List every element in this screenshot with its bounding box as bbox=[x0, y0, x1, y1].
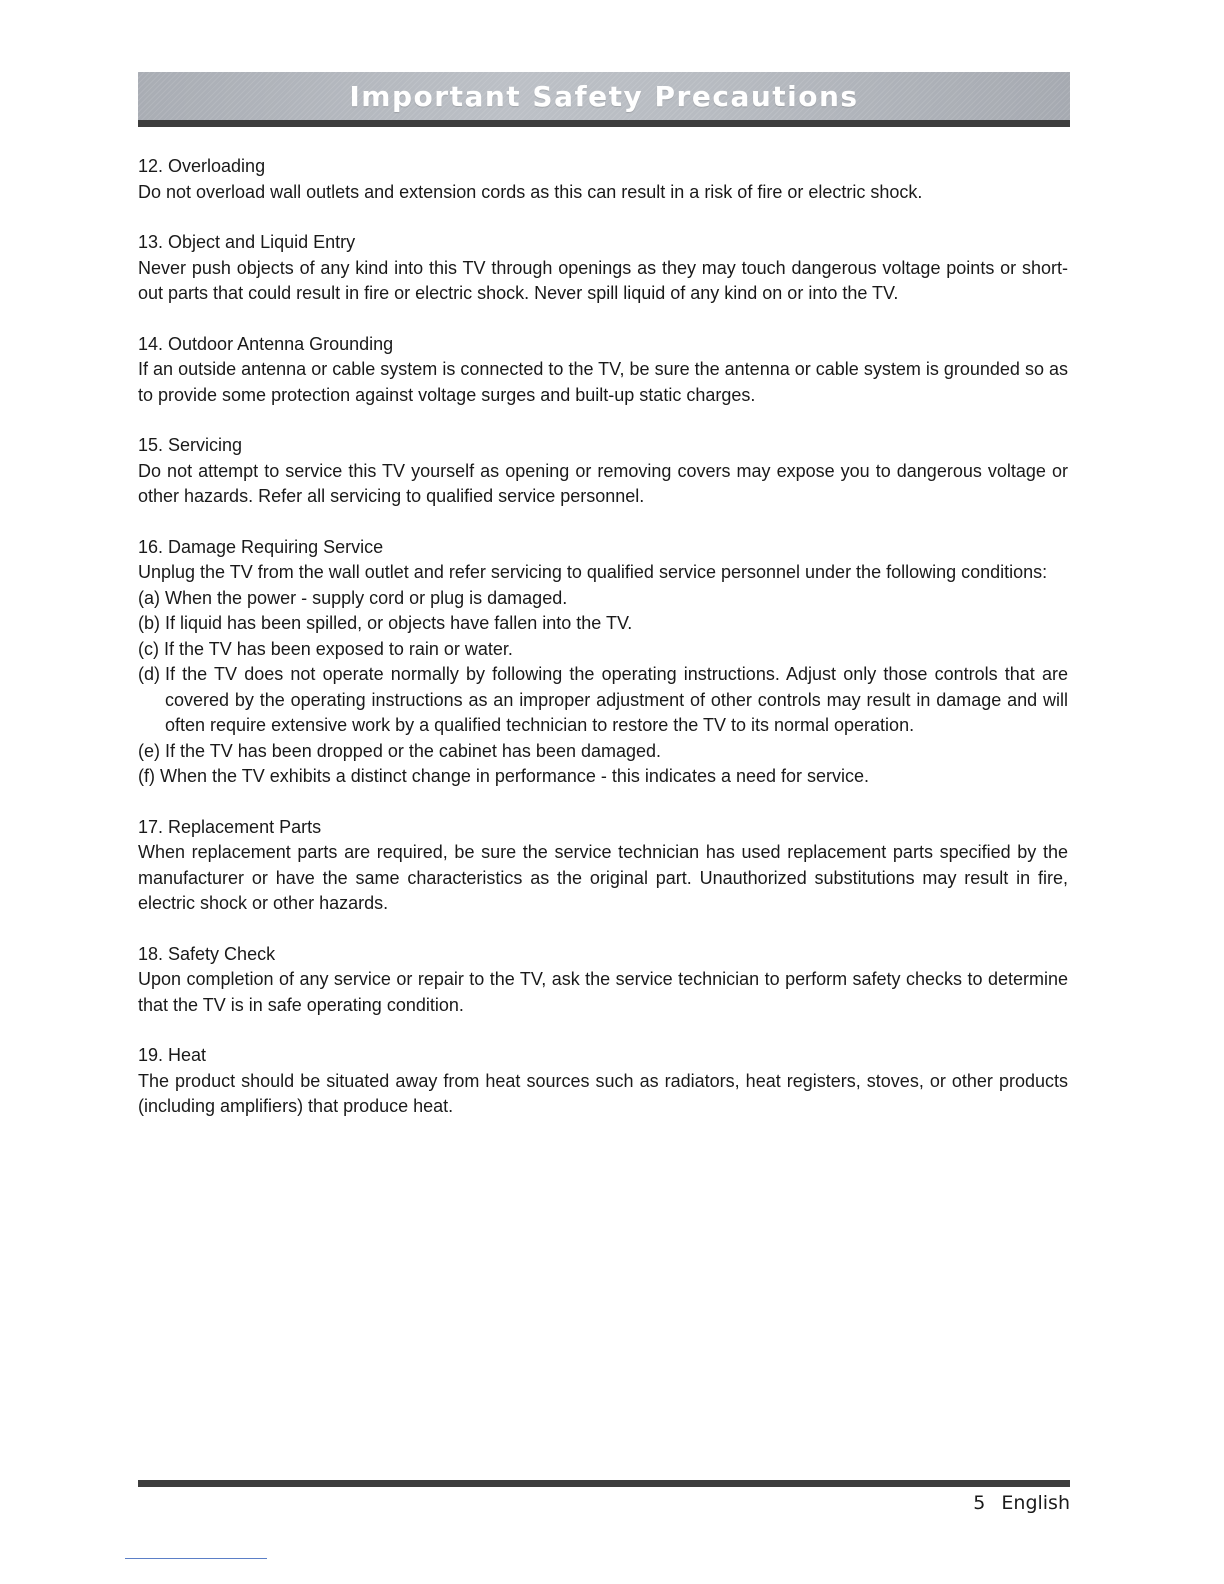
section-damage-requiring-service bbox=[138, 535, 1068, 790]
section-title: 14. Outdoor Antenna Grounding bbox=[138, 333, 394, 354]
section-body: Do not overload wall outlets and extension cords as this can result in a risk of fire or electric shock. bbox=[138, 181, 923, 202]
section-body: Do not attempt to service this TV yourself as opening or removing covers may expose you to dangerous voltage or other hazards. Refer all servicing to qualified service personnel. bbox=[138, 460, 1068, 506]
section-body: Never push objects of any kind into this TV through openings as they may touch dangerous voltage points or short-out parts that could result in fire or electric shock. Never spill liquid of any kind on or into the TV. bbox=[138, 257, 1068, 303]
section-body: When replacement parts are required, be sure the service technician has used replacement parts specified by the manufacturer or have the same characteristics as the original part. Unauthorized substitutions may result in fire, electric shock or other hazards. bbox=[138, 842, 1068, 913]
condition-text: If the TV has been dropped or the cabinet has been damaged. bbox=[165, 740, 662, 761]
document-body bbox=[138, 154, 1068, 1145]
section-title: 19. Heat bbox=[138, 1045, 207, 1065]
section-body: Upon completion of any service or repair to the TV, ask the service technician to perform safety checks to determine that the TV is in safe operating condition. bbox=[138, 969, 1068, 1015]
section-heat bbox=[138, 1043, 1068, 1120]
condition-item bbox=[138, 586, 1068, 612]
section-title: 18. Safety Check bbox=[138, 943, 276, 964]
header-divider bbox=[138, 120, 1070, 127]
condition-item bbox=[138, 739, 1068, 765]
section-antenna-grounding bbox=[138, 332, 1068, 409]
condition-text: If the TV has been exposed to rain or water. bbox=[164, 638, 513, 659]
section-title: 12. Overloading bbox=[138, 156, 266, 176]
condition-item bbox=[138, 637, 1068, 663]
condition-label: (e) bbox=[138, 740, 160, 761]
condition-text: When the TV exhibits a distinct change in performance - this indicates a need for service. bbox=[160, 766, 870, 786]
section-servicing bbox=[138, 433, 1068, 510]
footer-divider bbox=[138, 1480, 1070, 1487]
condition-label: (b) bbox=[138, 613, 160, 633]
page-footer bbox=[973, 1492, 1070, 1514]
condition-text: If the TV does not operate normally by following the operating instructions. Adjust only those controls that are covered by the operating instructions as an improper adjustment of other controls may result in damage and will often require extensive work by a qualified technician to restore the TV to its normal operation. bbox=[165, 664, 1068, 735]
header-banner bbox=[138, 72, 1070, 120]
condition-item bbox=[138, 764, 1068, 790]
page-number: 5 bbox=[973, 1492, 986, 1514]
condition-text: If liquid has been spilled, or objects have fallen into the TV. bbox=[165, 613, 633, 633]
condition-item bbox=[138, 611, 1068, 637]
page-title: Important Safety Precautions bbox=[349, 79, 859, 113]
section-safety-check bbox=[138, 942, 1068, 1019]
section-title: 15. Servicing bbox=[138, 435, 243, 455]
section-overloading bbox=[138, 154, 1068, 205]
condition-label: (f) bbox=[138, 766, 155, 786]
section-title: 13. Object and Liquid Entry bbox=[138, 232, 356, 252]
condition-item bbox=[138, 662, 1068, 739]
section-object-liquid-entry bbox=[138, 230, 1068, 307]
condition-label: (c) bbox=[138, 638, 159, 659]
language-label: English bbox=[1001, 1492, 1070, 1514]
bottom-underline bbox=[125, 1558, 267, 1559]
section-body: Unplug the TV from the wall outlet and refer servicing to qualified service personnel under the following conditions: bbox=[138, 562, 1048, 582]
section-body: The product should be situated away from heat sources such as radiators, heat registers, stoves, or other products (including amplifiers) that produce heat. bbox=[138, 1070, 1068, 1116]
section-replacement-parts bbox=[138, 815, 1068, 917]
section-title: 17. Replacement Parts bbox=[138, 816, 322, 837]
condition-text: When the power - supply cord or plug is damaged. bbox=[165, 587, 568, 608]
condition-label: (a) bbox=[138, 587, 160, 608]
section-title: 16. Damage Requiring Service bbox=[138, 536, 384, 557]
section-body: If an outside antenna or cable system is connected to the TV, be sure the antenna or cable system is grounded so as to provide some protection against voltage surges and built-up static charges. bbox=[138, 359, 1068, 405]
condition-label: (d) bbox=[138, 664, 160, 684]
